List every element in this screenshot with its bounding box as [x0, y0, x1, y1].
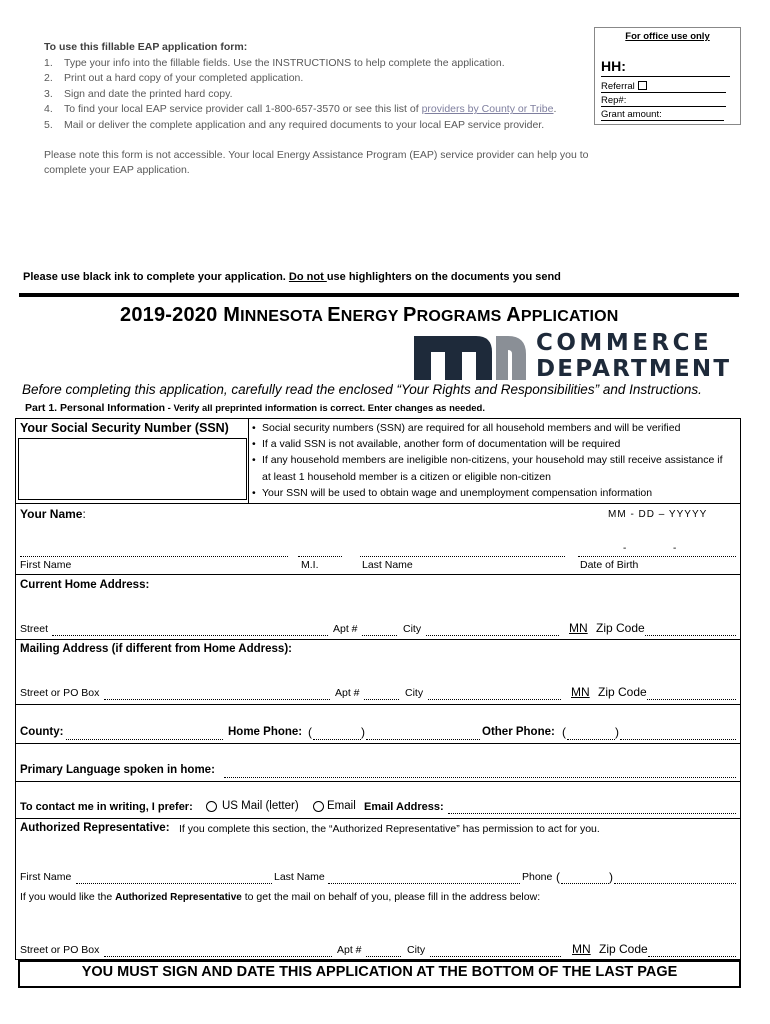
divider — [15, 639, 741, 640]
divider — [15, 781, 741, 782]
ssn-label: Your Social Security Number (SSN) — [20, 421, 229, 435]
home-apt-label: Apt # — [333, 623, 358, 635]
auth-first-label: First Name — [20, 871, 72, 883]
last-name-input[interactable] — [360, 556, 565, 557]
home-zip-input[interactable] — [645, 635, 736, 636]
instruction-step: 3. Sign and date the printed hard copy. — [44, 87, 233, 100]
mailing-city-input[interactable] — [428, 699, 561, 700]
ssn-separator — [248, 418, 249, 503]
referral-row: Referral — [601, 81, 726, 93]
home-phone-area-input[interactable] — [313, 739, 361, 740]
auth-phone-close: ) — [609, 870, 613, 884]
email-address-label: Email Address: — [364, 801, 444, 813]
home-city-input[interactable] — [426, 635, 559, 636]
auth-street-label: Street or PO Box — [20, 944, 100, 956]
providers-link[interactable]: providers by County or Tribe — [421, 103, 554, 116]
date-format-hint: MM - DD – YYYYY — [608, 509, 708, 520]
auth-rep-label: Authorized Representative: — [20, 822, 170, 834]
office-use-box — [594, 27, 741, 125]
instructions-list — [44, 56, 594, 134]
ssn-bullet: • Social security numbers (SSN) are required for all household members and will be verified — [252, 420, 732, 436]
county-input[interactable] — [66, 739, 223, 740]
grant-row: Grant amount: — [601, 109, 724, 121]
logo-department-text: DEPARTMENT — [536, 356, 732, 382]
home-apt-input[interactable] — [362, 635, 397, 636]
mailing-street-label: Street or PO Box — [20, 687, 100, 699]
application-title: 2019-2020 MINNESOTA ENERGY PROGRAMS APPLICATION — [120, 304, 619, 326]
instruction-step: 5. Mail or deliver the complete application and any required documents to your local EAP service provider. — [44, 118, 545, 131]
commerce-logo — [414, 332, 739, 382]
auth-last-label: Last Name — [274, 871, 325, 883]
home-address-label: Current Home Address: — [20, 579, 150, 591]
auth-phone-area-input[interactable] — [561, 883, 609, 884]
instructions-block — [44, 40, 594, 179]
us-mail-label: US Mail (letter) — [222, 800, 299, 812]
auth-apt-label: Apt # — [337, 944, 362, 956]
dob-dash: - — [673, 543, 677, 554]
mailing-apt-input[interactable] — [364, 699, 399, 700]
auth-phone-label: Phone — [522, 871, 553, 883]
hh-label: HH: — [601, 58, 626, 74]
home-phone-label: Home Phone: — [228, 726, 303, 738]
auth-street-input[interactable] — [104, 956, 332, 957]
ink-note: Please use black ink to complete your application. Do not use highlighters on the documents you send — [23, 271, 561, 283]
instructions-title: To use this fillable EAP application form: — [44, 41, 248, 53]
other-phone-input[interactable] — [620, 739, 736, 740]
us-mail-radio[interactable] — [206, 801, 217, 812]
auth-phone-open: ( — [556, 870, 560, 884]
divider — [15, 704, 741, 705]
part1-heading: Part 1. Personal Information - Verify all preprinted information is correct. Enter changes as needed. — [25, 402, 485, 414]
home-phone-close: ) — [361, 725, 365, 739]
auth-apt-input[interactable] — [366, 956, 401, 957]
home-street-label: Street — [20, 623, 49, 635]
dob-label: Date of Birth — [580, 559, 639, 571]
mailing-street-input[interactable] — [104, 699, 330, 700]
dob-input[interactable] — [578, 556, 736, 557]
language-input[interactable] — [224, 777, 736, 778]
sign-notice: YOU MUST SIGN AND DATE THIS APPLICATION AT THE BOTTOM OF THE LAST PAGE — [81, 964, 678, 980]
mailing-zip-input[interactable] — [647, 699, 736, 700]
auth-city-input[interactable] — [430, 956, 561, 957]
accessibility-note: Please note this form is not accessible. Your local Energy Assistance Program (EAP) service provider can help you to complete your EAP application. — [44, 148, 589, 177]
other-phone-open: ( — [562, 725, 566, 739]
auth-last-input[interactable] — [328, 883, 520, 884]
mailing-state: MN — [571, 685, 590, 699]
mi-input[interactable] — [298, 556, 342, 557]
home-zip-label: Zip Code — [596, 621, 645, 635]
dob-dash: - — [623, 543, 627, 554]
auth-zip-input[interactable] — [648, 956, 736, 957]
last-name-label: Last Name — [362, 559, 413, 571]
instruction-step: 4. To find your local EAP service provider call 1-800-657-3570 or see this list of providers by County or Tribe. — [44, 103, 557, 116]
mailing-zip-label: Zip Code — [598, 685, 647, 699]
home-phone-input[interactable] — [366, 739, 480, 740]
divider — [15, 503, 741, 504]
mailing-city-label: City — [405, 687, 424, 699]
auth-rep-description: If you complete this section, the “Authorized Representative” has permission to act for you. — [179, 823, 600, 835]
office-use-title: For office use only — [625, 31, 710, 42]
auth-state: MN — [572, 942, 591, 956]
auth-phone-input[interactable] — [614, 883, 736, 884]
auth-first-input[interactable] — [76, 883, 272, 884]
ssn-bullet: • If any household members are ineligible non-citizens, your household may still receive assistance if at least 1 household member is a citizen or eligible non-citizen — [252, 452, 732, 484]
mailing-address-label: Mailing Address (if different from Home Address): — [20, 643, 292, 655]
home-state: MN — [569, 621, 588, 635]
home-street-input[interactable] — [52, 635, 328, 636]
hh-line — [601, 76, 730, 77]
mailing-apt-label: Apt # — [335, 687, 360, 699]
divider — [15, 574, 741, 575]
county-label: County: — [20, 726, 64, 738]
first-name-label: First Name — [20, 559, 72, 571]
auth-zip-label: Zip Code — [599, 942, 648, 956]
auth-mail-note: If you would like the Authorized Representative to get the mail on behalf of you, please fill in the address below: — [20, 891, 541, 903]
header-rule — [19, 293, 739, 297]
divider — [15, 743, 741, 744]
home-city-label: City — [403, 623, 422, 635]
email-radio[interactable] — [313, 801, 324, 812]
email-option-label: Email — [327, 800, 356, 812]
rep-row: Rep#: — [601, 95, 726, 107]
referral-checkbox[interactable] — [638, 81, 647, 90]
first-name-input[interactable] — [20, 556, 288, 557]
ssn-bullet: • If a valid SSN is not available, another form of documentation will be required — [252, 436, 732, 452]
ssn-bullet: • Your SSN will be used to obtain wage and unemployment compensation information — [252, 485, 732, 501]
auth-city-label: City — [407, 944, 426, 956]
your-name-label: Your Name: — [20, 507, 86, 521]
logo-commerce-text: COMMERCE — [536, 330, 713, 356]
other-phone-area-input[interactable] — [567, 739, 615, 740]
other-phone-close: ) — [615, 725, 619, 739]
mi-label: M.I. — [301, 559, 319, 571]
before-completing-text: Before completing this application, carefully read the enclosed “Your Rights and Responsibilities” and Instructions. — [22, 382, 702, 397]
mn-logo-icon — [414, 332, 526, 380]
home-phone-open: ( — [308, 725, 312, 739]
divider — [15, 818, 741, 819]
language-label: Primary Language spoken in home: — [20, 764, 215, 776]
other-phone-label: Other Phone: — [482, 726, 555, 738]
ssn-bullets — [252, 420, 732, 501]
instruction-step: 1. Type your info into the fillable fields. Use the INSTRUCTIONS to help complete the application. — [44, 56, 505, 69]
instruction-step: 2. Print out a hard copy of your completed application. — [44, 72, 304, 85]
contact-pref-label: To contact me in writing, I prefer: — [20, 801, 193, 813]
ssn-input[interactable] — [18, 438, 247, 500]
email-address-input[interactable] — [448, 813, 736, 814]
